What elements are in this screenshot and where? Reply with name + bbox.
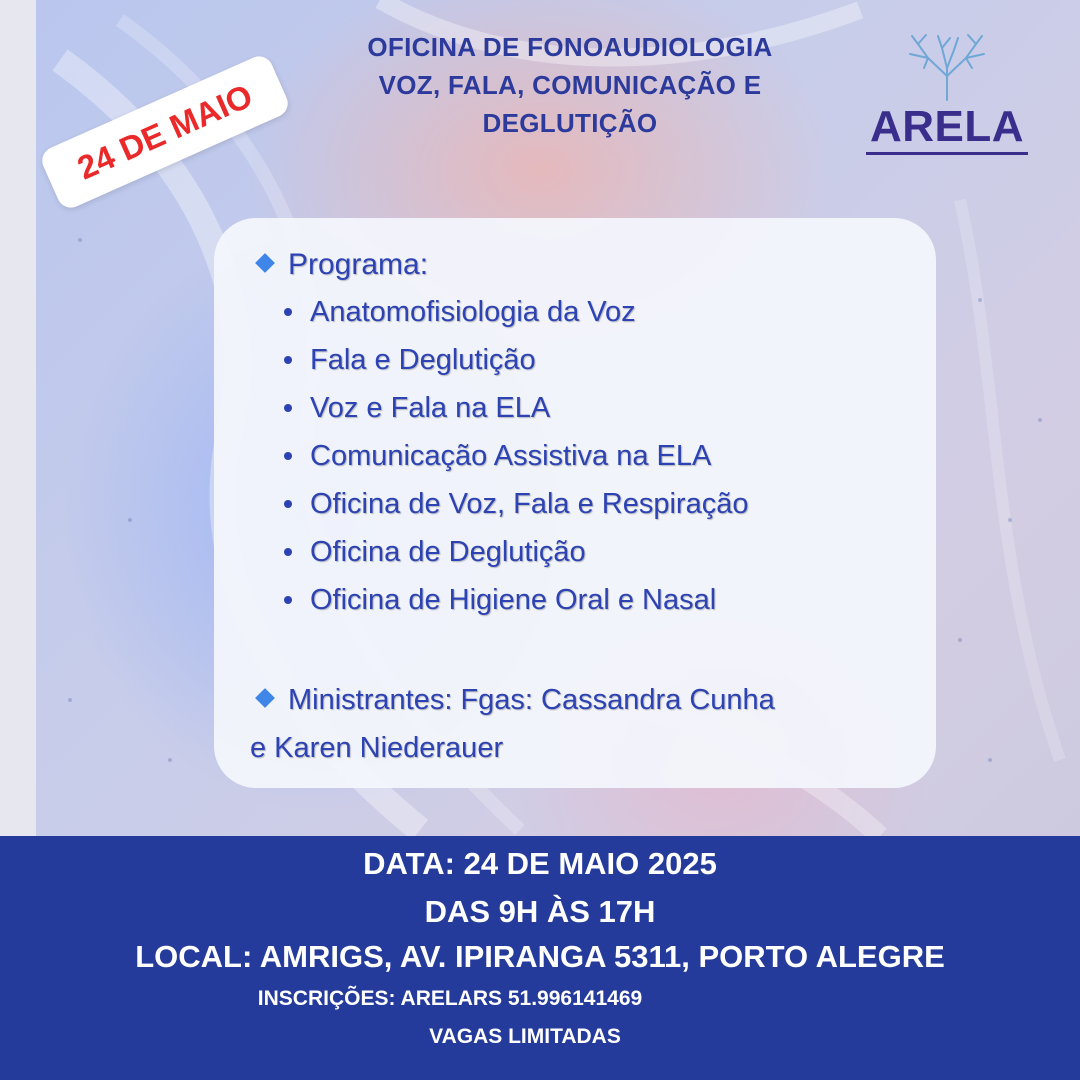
bullet-icon	[284, 308, 292, 316]
list-item	[284, 288, 748, 336]
registration-info: INSCRIÇÕES: ARELARS 51.996141469	[257, 987, 643, 1010]
list-item-label: Oficina de Higiene Oral e Nasal	[310, 584, 717, 616]
bullet-icon	[284, 452, 292, 460]
event-details-footer	[0, 836, 1080, 1080]
diamond-bullet-icon	[255, 688, 275, 708]
bullet-icon	[284, 500, 292, 508]
bullet-icon	[284, 356, 292, 364]
list-item	[284, 336, 748, 384]
logo-underline	[866, 152, 1028, 155]
list-item-label: Anatomofisiologia da Voz	[310, 296, 636, 328]
limited-vacancies: VAGAS LIMITADAS	[429, 1025, 621, 1048]
list-item	[284, 432, 748, 480]
event-title	[290, 28, 850, 142]
program-heading-label: Programa:	[288, 248, 429, 281]
diamond-bullet-icon	[255, 253, 275, 273]
list-item	[284, 480, 748, 528]
event-time: DAS 9H ÀS 17H	[424, 894, 656, 929]
list-item	[284, 576, 748, 624]
bullet-icon	[284, 548, 292, 556]
list-item-label: Voz e Fala na ELA	[310, 392, 551, 424]
list-item-label: Fala e Deglutição	[310, 344, 536, 376]
logo-wordmark: ARELA	[869, 102, 1025, 151]
ministrantes-line-2: e Karen Niederauer	[250, 732, 504, 764]
program-card	[214, 218, 936, 788]
bullet-icon	[284, 404, 292, 412]
list-item-label: Oficina de Deglutição	[310, 536, 586, 568]
list-item	[284, 384, 748, 432]
arela-logo	[866, 32, 1028, 162]
date-badge: 24 DE MAIO	[38, 52, 292, 212]
list-item-label: Oficina de Voz, Fala e Respiração	[310, 488, 749, 520]
title-line-1: OFICINA DE FONOAUDIOLOGIA	[367, 32, 773, 62]
bullet-icon	[284, 596, 292, 604]
title-line-2: VOZ, FALA, COMUNICAÇÃO E	[378, 70, 762, 100]
list-item	[284, 528, 748, 576]
event-location: LOCAL: AMRIGS, AV. IPIRANGA 5311, PORTO ALEGRE	[135, 939, 945, 974]
ministrantes-line-1: Ministrantes: Fgas: Cassandra Cunha	[288, 684, 775, 716]
list-item-label: Comunicação Assistiva na ELA	[310, 440, 712, 472]
program-list	[284, 288, 748, 624]
ministrantes-block	[250, 676, 900, 772]
tree-icon	[898, 32, 996, 102]
event-date: DATA: 24 DE MAIO 2025	[363, 846, 717, 881]
program-heading	[258, 248, 428, 282]
title-line-3: DEGLUTIÇÃO	[482, 108, 658, 138]
